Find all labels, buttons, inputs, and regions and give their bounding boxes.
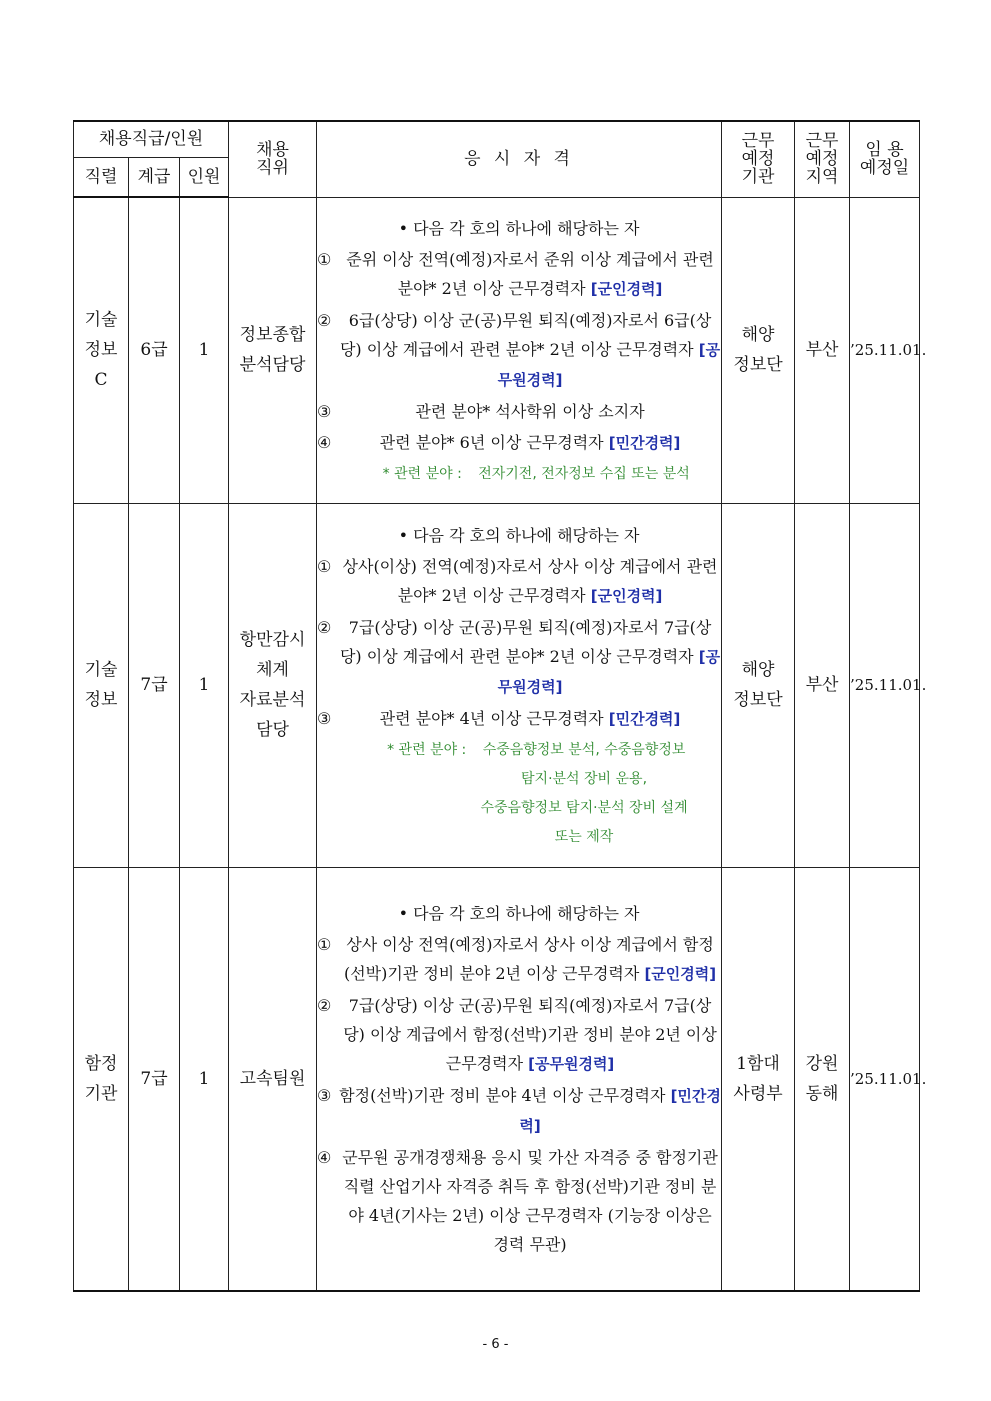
related-field-note	[317, 736, 721, 852]
related-field-note	[317, 460, 721, 489]
item-number: ③	[317, 1085, 332, 1105]
qualification-item	[317, 704, 721, 734]
qualification-intro: • 다음 각 호의 하나에 해당하는 자	[398, 525, 640, 545]
item-text: 준위 이상 전역(예정)자로서 준위 이상 계급에서 관련 분야* 2년 이상 근무경력자	[346, 249, 714, 298]
item-number: ②	[317, 995, 332, 1015]
grade-cell: 7급	[129, 503, 180, 867]
note-line: 전자기전, 전자정보 수집 또는 분석	[478, 465, 690, 482]
item-text: 상사 이상 전역(예정)자로서 상사 이상 계급에서 함정(선박)기관 정비 분야 2년 이상 근무경력자	[343, 934, 714, 983]
career-type-tag: [공무원경력]	[497, 340, 721, 389]
note-label: * 관련 분야 :	[382, 465, 462, 482]
qualification-item	[317, 613, 721, 702]
item-number: ①	[317, 249, 332, 269]
date-cell: ’25.11.01.	[850, 503, 920, 867]
item-number: ②	[317, 310, 332, 330]
qualification-intro: • 다음 각 호의 하나에 해당하는 자	[398, 903, 640, 923]
qualification-item	[317, 1143, 721, 1259]
item-number: ①	[317, 934, 332, 954]
qualification-item	[317, 552, 721, 611]
career-type-tag: [민간경력]	[608, 433, 681, 452]
qualification-item	[317, 991, 721, 1079]
career-type-tag: [민간경력]	[519, 1086, 721, 1135]
count-cell: 1	[180, 867, 229, 1291]
count-cell: 1	[180, 503, 229, 867]
header-group: 채용직급/인원	[74, 121, 229, 157]
item-number: ④	[317, 432, 332, 452]
series-cell: 함정 기관	[74, 867, 129, 1291]
region-cell: 부산	[795, 503, 850, 867]
qualification-item	[317, 428, 721, 458]
qualification-cell	[317, 867, 722, 1291]
item-number: ③	[317, 708, 332, 728]
item-text: 관련 분야* 6년 이상 근무경력자	[379, 432, 604, 452]
header-position: 채용 직위	[229, 121, 317, 197]
series-cell: 기술 정보	[74, 503, 129, 867]
qualification-item	[317, 245, 721, 304]
career-type-tag: [민간경력]	[608, 709, 681, 728]
item-text: 6급(상당) 이상 군(공)무원 퇴직(예정)자로서 6급(상당) 이상 계급에서 관련 분야* 2년 이상 근무경력자	[339, 310, 712, 359]
career-type-tag: [군인경력]	[590, 279, 663, 298]
qualification-item	[317, 397, 721, 426]
header-org: 근무 예정 기관	[722, 121, 795, 197]
note-line: 또는 제작	[554, 828, 614, 845]
position-cell: 고속팀원	[229, 867, 317, 1291]
region-cell: 부산	[795, 197, 850, 503]
series-cell: 기술 정보 C	[74, 197, 129, 503]
career-type-tag: [군인경력]	[590, 586, 663, 605]
note-line: 수중음향정보 분석, 수중음향정보	[482, 741, 686, 758]
org-cell: 해양 정보단	[722, 197, 795, 503]
header-count: 인원	[180, 157, 229, 197]
item-number: ②	[317, 617, 332, 637]
note-line: 수중음향정보 탐지·분석 장비 설계	[480, 799, 688, 816]
career-type-tag: [공무원경력]	[528, 1054, 615, 1073]
qualification-item	[317, 306, 721, 395]
item-text: 함정(선박)기관 정비 분야 4년 이상 근무경력자	[339, 1085, 666, 1105]
career-type-tag: [공무원경력]	[497, 647, 721, 696]
position-cell: 항만감시 체계 자료분석 담당	[229, 503, 317, 867]
item-text: 관련 분야* 석사학위 이상 소지자	[415, 401, 645, 421]
org-cell: 1함대 사령부	[722, 867, 795, 1291]
region-cell: 강원 동해	[795, 867, 850, 1291]
grade-cell: 7급	[129, 867, 180, 1291]
header-series: 직렬	[74, 157, 129, 197]
note-line: 탐지·분석 장비 운용,	[521, 770, 648, 787]
qualification-cell	[317, 503, 722, 867]
recruitment-table	[73, 120, 927, 1292]
item-text: 관련 분야* 4년 이상 근무경력자	[379, 708, 604, 728]
qualification-item	[317, 930, 721, 989]
count-cell: 1	[180, 197, 229, 503]
item-text: 7급(상당) 이상 군(공)무원 퇴직(예정)자로서 7급(상당) 이상 계급에서 함정(선박)기관 정비 분야 2년 이상 근무경력자	[343, 995, 717, 1073]
header-qualification: 응 시 자 격	[317, 121, 722, 197]
qualification-item	[317, 1081, 721, 1141]
item-text: 7급(상당) 이상 군(공)무원 퇴직(예정)자로서 7급(상당) 이상 계급에서 관련 분야* 2년 이상 근무경력자	[339, 617, 712, 666]
item-number: ①	[317, 556, 332, 576]
table-row	[74, 503, 920, 867]
header-date: 임 용 예정일	[850, 121, 920, 197]
header-grade: 계급	[129, 157, 180, 197]
career-type-tag: [군인경력]	[644, 964, 717, 983]
grade-cell: 6급	[129, 197, 180, 503]
org-cell: 해양 정보단	[722, 503, 795, 867]
position-cell: 정보종합 분석담당	[229, 197, 317, 503]
qualification-intro: • 다음 각 호의 하나에 해당하는 자	[398, 218, 640, 238]
qualification-cell	[317, 197, 722, 503]
note-label: * 관련 분야 :	[387, 741, 467, 758]
item-number: ③	[317, 401, 332, 421]
page-number: - 6 -	[482, 1337, 509, 1352]
item-text: 군무원 공개경쟁채용 응시 및 가산 자격증 중 함정기관 직렬 산업기사 자격증 취득 후 함정(선박)기관 정비 분야 4년(기사는 2년) 이상 근무경력자 (기능장 이상은 경력 무관)	[342, 1147, 718, 1254]
item-number: ④	[317, 1147, 332, 1167]
header-region: 근무 예정 지역	[795, 121, 850, 197]
item-text: 상사(이상) 전역(예정)자로서 상사 이상 계급에서 관련 분야* 2년 이상 근무경력자	[342, 556, 718, 605]
date-cell: ’25.11.01.	[850, 197, 920, 503]
table-row	[74, 867, 920, 1291]
table-row	[74, 197, 920, 503]
date-cell: ’25.11.01.	[850, 867, 920, 1291]
